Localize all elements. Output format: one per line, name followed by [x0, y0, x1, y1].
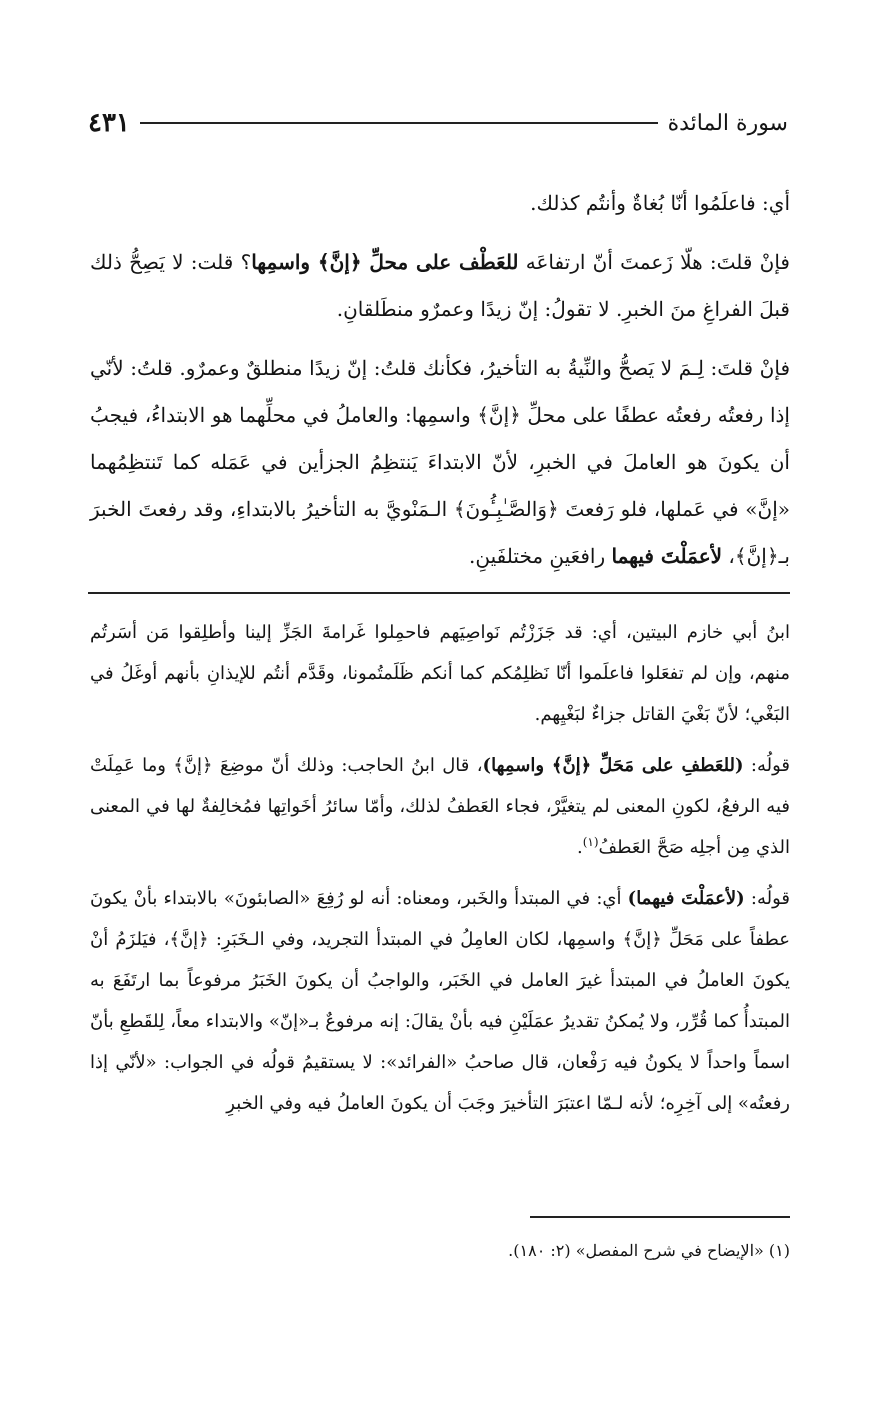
surah-title: سورة المائدة	[667, 110, 788, 136]
commentary-paragraph-3-text: أي: في المبتدأ والخَبر، ومعناه: أنه لو رُفِعَ «الصابئونَ» بالابتداء بأنْ يكونَ عطفاً على مَحَلِّ ﴿إنَّ﴾ واسمِها، لكان العامِلُ في المبتدأ التجريد، وفي الـخَبَرِ: ﴿إنَّ﴾، فيَلزَمُ أنْ يكونَ العاملُ في المبتدأ غيرَ العامل في الخَبَر، والواجبُ أن يكونَ الخَبَرُ مرفوعاً بما ارتَفَعَ به المبتدأُ كما قُرِّر، ولا يُمكنُ تقديرُ عمَلَيْنِ فيه بأنْ يقالَ: إنه مرفوعٌ بـ«إنّ» والابتداء معاً، لِلقَطعِ بأنّ اسماً واحداً لا يكونُ فيه رَفْعان، قال صاحبُ «الفرائد»: لا يستقيمُ قولُه في الجواب: «لأنّي إذا رفعتُه» إلى آخِرِه؛ لأنه لـمّا اعتبَرَ التأخيرَ وجَبَ أن يكونَ العاملُ فيه وفي الخبرِ	[90, 888, 790, 1114]
commentary-paragraph-2	[90, 745, 790, 868]
main-paragraph-3	[90, 345, 790, 580]
commentary-paragraph-2-end: .	[576, 837, 583, 858]
page-number: ٤٣١	[88, 108, 130, 138]
main-paragraph-2-rest: ؟ قلت: لا يَصِحُّ ذلك قبلَ الفراغِ منَ الخبرِ. لا تقولُ: إنّ زيدًا وعمرٌو منطَلقانِ.	[90, 250, 790, 321]
main-paragraph-2-emphasis: للعَطْف على محلِّ ﴿إنَّ﴾ واسمِها	[251, 250, 519, 274]
footnote-rule	[530, 1216, 790, 1218]
main-paragraph-3-rest: رافعَينِ مختلفَينِ.	[469, 544, 612, 568]
main-paragraph-3-text: فإنْ قلتَ: لِـمَ لا يَصحُّ والنِّيةُ به التأخيرُ، فكأنك قلتُ: إنّ زيدًا منطلقٌ وعمرٌو. قلتُ: لأنّي إذا رفعتُه رفعتُه عطفًا على محلِّ ﴿إنَّ﴾ واسمِها: والعاملُ في محلِّهما هو الابتداءُ، فيجبُ أن يكونَ هو العاملَ في الخبرِ، لأنّ الابتداءَ يَنتظِمُ الجزأين في عَمَله كما تَنتظِمُهما «إنَّ» في عَملها، فلو رَفعتَ ﴿وَالصَّـٰبِـُٔونَ﴾ الـمَنْويَّ به التأخيرُ بالابتداءِ، وقد رفعتَ الخبرَ بـ﴿إنَّ﴾،	[90, 356, 790, 568]
commentary-paragraph-1: ابنُ أبي خازم البيتين، أي: قد جَزَزْتُم نَواصِيَهم فاحمِلوا غَرامةَ الجَزِّ إلينا وأطلِقوا مَن أسَرتُم منهم، وإن لم تفعَلوا فاعلَموا أنّا نَظلِمُكم كما أنكم ظَلَمتُمونا، وقَدَّم أنتُم للإيذانِ بأنهم أوغَلُ في البَغْي؛ لأنّ بَغْيَ القاتل جزاءٌ لبَغْيِهم.	[90, 622, 790, 725]
commentary-paragraph-2-lead: قولُه:	[743, 755, 790, 776]
footnote-reference: (١)	[582, 835, 599, 849]
commentary-paragraph-2-heading: (للعَطفِ على مَحَلِّ ﴿إنَّ﴾ واسمِها)	[482, 755, 744, 776]
commentary-divider	[88, 592, 790, 594]
main-paragraph-1: أي: فاعلَمُوا أنّا بُغاةٌ وأنتُم كذلك.	[530, 191, 790, 215]
footnote: (١) «الإيضاح في شرح المفصل» (٢: ١٨٠).	[508, 1241, 790, 1260]
running-header	[88, 108, 788, 138]
header-rule	[140, 122, 658, 124]
main-text	[90, 180, 790, 592]
commentary-paragraph-3-lead: قولُه:	[744, 888, 790, 909]
commentary-paragraph-3-heading: (لأعمَلْتَ فيهما)	[627, 888, 745, 909]
commentary-paragraph-3	[90, 878, 790, 1124]
main-paragraph-2	[90, 239, 790, 333]
main-paragraph-3-emphasis: لأعمَلْتَ فيهما	[611, 544, 723, 568]
commentary-section	[90, 612, 790, 1134]
main-paragraph-2-text: فإنْ قلتَ: هلّا زَعمتَ أنّ ارتفاعَه	[518, 250, 790, 274]
commentary-paragraph-2-text: ، قال ابنُ الحاجب: وذلك أنّ موضِعَ ﴿إنَّ﴾ وما عَمِلَتْ فيه الرفعُ، لكونِ المعنى لم يتغيَّرْ، فجاء العَطفُ لذلك، وأمّا سائرُ أخَواتِها فمُخالِفةٌ لها في المعنى الذي مِن أجلِه صَحَّ العَطفُ	[90, 755, 790, 858]
